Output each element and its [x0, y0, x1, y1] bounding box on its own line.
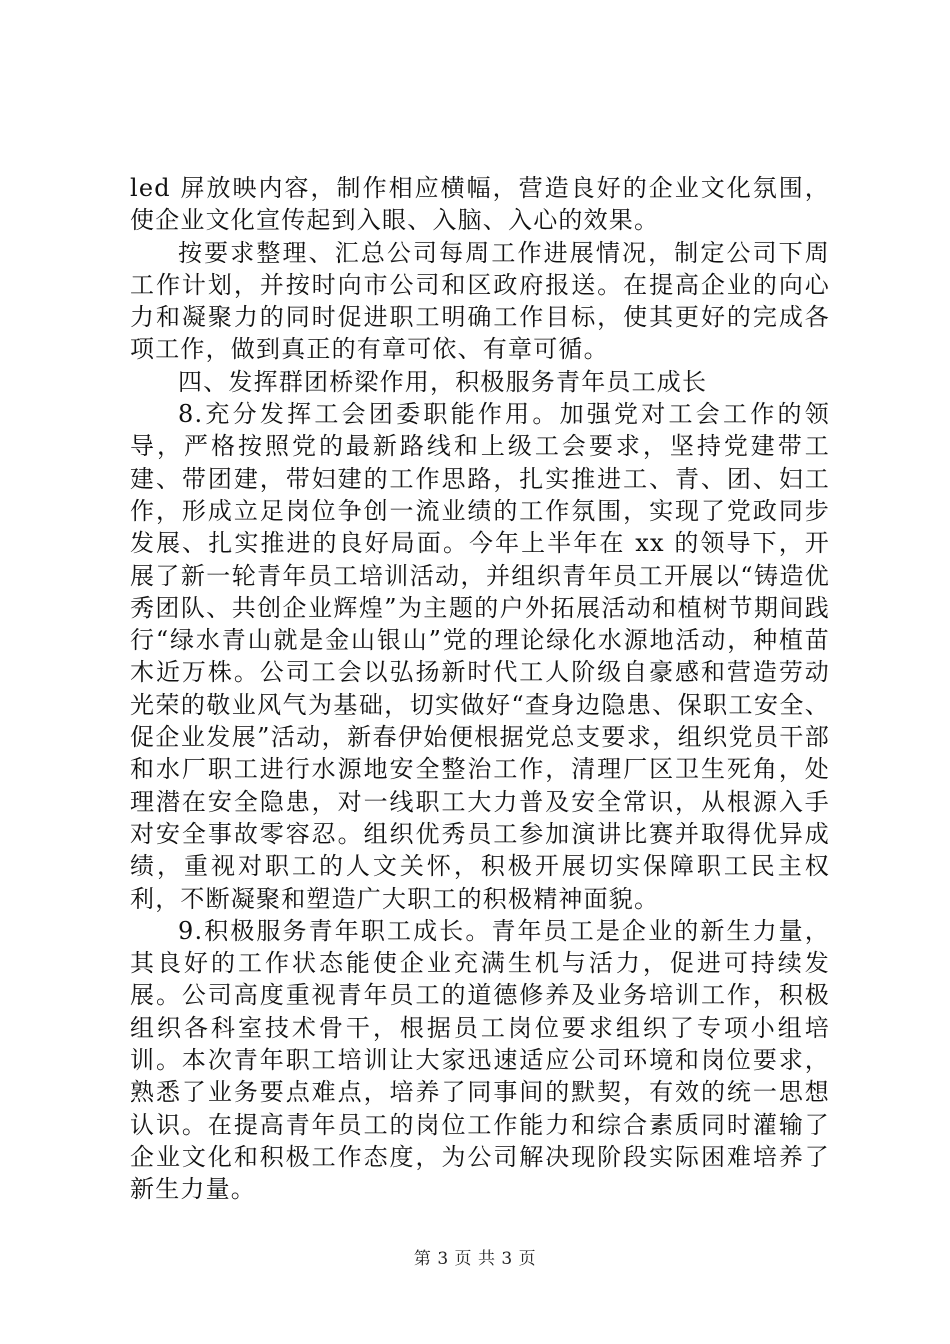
document-body	[130, 172, 830, 1206]
paragraph-item-8: 8.充分发挥工会团委职能作用。加强党对工会工作的领导，严格按照党的最新路线和上级工会要求，坚持党建带工建、带团建，带妇建的工作思路，扎实推进工、青、团、妇工作，形成立足岗位争创一流业绩的工作氛围，实现了党政同步发展、扎实推进的良好局面。今年上半年在 xx 的领导下，开展了新一轮青年员工培训活动，并组织青年员工开展以“铸造优秀团队、共创企业辉煌”为主题的户外拓展活动和植树节期间践行“绿水青山就是金山银山”党的理论绿化水源地活动，种植苗木近万株。公司工会以弘扬新时代工人阶级自豪感和营造劳动光荣的敬业风气为基础，切实做好“查身边隐患、保职工安全、促企业发展”活动，新春伊始便根据党总支要求，组织党员干部和水厂职工进行水源地安全整治工作，清理厂区卫生死角，处理潜在安全隐患，对一线职工大力普及安全常识，从根源入手对安全事故零容忍。组织优秀员工参加演讲比赛并取得优异成绩，重视对职工的人文关怀，积极开展切实保障职工民主权利，不断凝聚和塑造广大职工的积极精神面貌。	[130, 400, 830, 913]
page-footer: 第 3 页 共 3 页	[413, 1249, 537, 1269]
paragraph-item-9: 9.积极服务青年职工成长。青年员工是企业的新生力量，其良好的工作状态能使企业充满生机与活力，促进可持续发展。公司高度重视青年员工的道德修养及业务培训工作，积极组织各科室技术骨干，根据员工岗位要求组织了专项小组培训。本次青年职工培训让大家迅速适应公司环境和岗位要求，熟悉了业务要点难点，培养了同事间的默契，有效的统一思想认识。在提高青年员工的岗位工作能力和综合素质同时灌输了企业文化和积极工作态度，为公司解决现阶段实际困难培养了新生力量。	[130, 916, 830, 1204]
section-heading: 四、发挥群团桥梁作用，积极服务青年员工成长	[178, 367, 708, 396]
paragraph-1: led 屏放映内容，制作相应横幅，营造良好的企业文化氛围，使企业文化宣传起到入眼、入脑、入心的效果。	[130, 174, 830, 235]
paragraph-2: 按要求整理、汇总公司每周工作进展情况，制定公司下周工作计划，并按时向市公司和区政府报送。在提高企业的向心力和凝聚力的同时促进职工明确工作目标，使其更好的完成各项工作，做到真正的有章可依、有章可循。	[130, 238, 830, 364]
